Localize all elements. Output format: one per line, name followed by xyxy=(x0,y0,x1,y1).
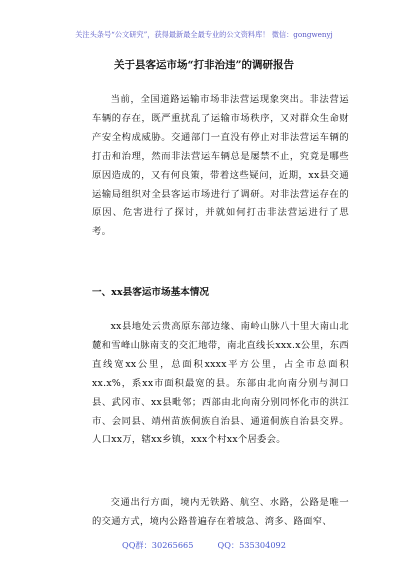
basic-info-paragraph: xx县地处云贵高原东部边缘、南岭山脉八十里大南山北麓和雪峰山脉南支的交汇地带，南北直线长xxx.x公里，东西直线宽xx公里，总面积xxxx平方公里，占全市总面积xx.x%，系xx市面积最宽的县。东部由北向南分别与洞口县、武冈市、xx县毗邻；西部由北向南分别同怀化市的洪江市、会同县、靖州苗族侗族自治县、通道侗族自治县交界。人口xx万，辖xx乡镇，xxx个村xx个居委会。 xyxy=(92,321,349,446)
document-title: 关于县客运市场“打非治违”的调研报告 xyxy=(113,59,295,71)
footer-qq-group: QQ群：30265665 xyxy=(122,540,194,550)
intro-paragraph: 当前，全国道路运输市场非法营运现象突出。非法营运车辆的存在，既严重扰乱了运输市场秩序，又对群众生命财产安全构成威胁。交通部门一直没有停止对非法营运车辆的打击和治理，然而非法营运车辆总是屡禁不止，究竟是哪些原因造成的，又有何良策，带着这些疑问，近期，xx县交通运输局组织对全县客运市场进行了调研。对非法营运存在的原因、危害进行了探讨，并就如何打击非法营运进行了思考。 xyxy=(92,94,349,238)
footer-qq: QQ：535304092 xyxy=(217,540,286,550)
transport-paragraph: 交通出行方面，境内无铁路、航空、水路，公路是唯一的交通方式，境内公路普遍存在着坡急、湾多、路面窄、 xyxy=(92,497,349,527)
section-heading: 一、xx县客运市场基本情况 xyxy=(92,287,209,298)
footer-contact xyxy=(0,540,408,551)
header-note: 关注头条号“公文研究”，获得最新最全最专业的公文资料库！ 微信：gongwenyj xyxy=(75,30,333,39)
